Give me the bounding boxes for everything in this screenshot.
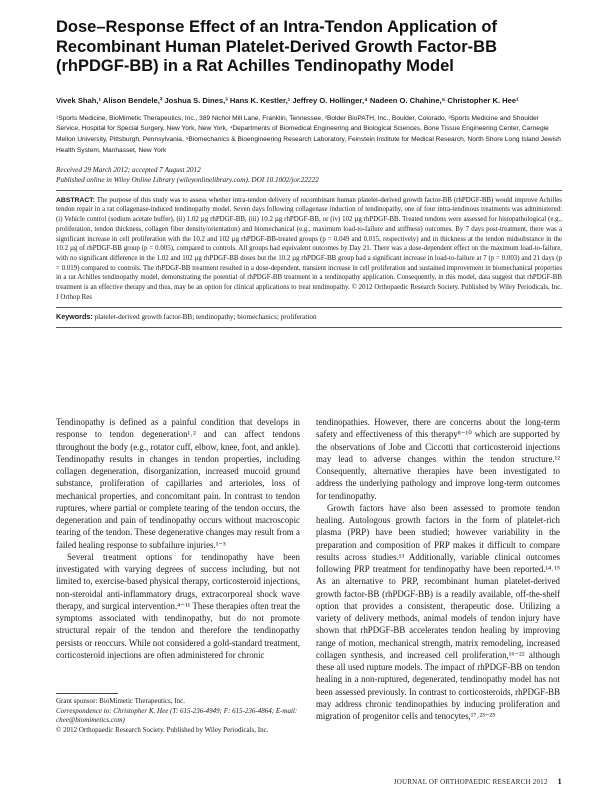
paragraph: tendinopathies. However, there are concerns about the long-term safety and effectiveness of this therapy⁸⁻¹⁰ which are supported by the observations of Jobe and Ciccotti that corticosteroid injections may lead to adverse changes within the tendon structure.¹² Consequently, alternative therapies have been investigated to address the underlying pathology and improve long-term outcomes for tendinopathy.	[316, 417, 560, 501]
article-title: Dose–Response Effect of an Intra-Tendon Application of Recombinant Human Platelet-Derived Growth Factor-BB (rhPDGF-BB) in a Rat Achilles Tendinopathy Model	[56, 18, 497, 75]
paragraph: Growth factors have also been assessed to promote tendon healing. Autologous growth factors in the form of platelet-rich plasma (PRP) have been studied; however variability in the preparation and composition of PRP makes it difficult to compare results across studies.¹³ Additionally, variable clinical outcomes following PRP treatment for tendinopathy have been reported.¹⁴˒¹⁵ As an alternative to PRP, recombinant human platelet-derived growth factor-BB (rhPDGF-BB) is a readily available, off-the-shelf option that provides a consistent, therapeutic dose. Utilizing a variety of delivery methods, animal models of tendon injury have shown that rhPDGF-BB accelerates tendon healing by improving range of motion, mechanical strength, matrix remodeling, increased collagen synthesis, and increased cell proliferation,¹⁶⁻²² although these all used rupture models. The impact of rhPDGF-BB on tendon healing in a non-ruptured, degenerated, tendinopathy model has not been assessed previously. In contrast to corticosteroids, rhPDGF-BB may address chronic tendinopathies by inducing proliferation and migration of progenitor cells and tenocytes,¹⁷˒²³⁻²⁵	[316, 502, 560, 721]
page-number: 1	[557, 776, 562, 786]
received-dates: Received 29 March 2012; accepted 7 August 2012	[56, 165, 201, 174]
correspondence: Correspondence to: Christopher K. Hee (T: 615-236-4949; F: 615-236-4864; E-mail: chee@biomimetics.com)	[56, 706, 298, 724]
grant-sponsor: Grant sponsor: BioMimetic Therapeutics, Inc.	[56, 697, 185, 705]
abstract-label: ABSTRACT:	[56, 196, 95, 204]
keywords-label: Keywords:	[56, 312, 93, 322]
publication-info: Published online in Wiley Online Library (wileyonlinelibrary.com). DOI 10.1002/jor.22222	[56, 175, 319, 184]
journal-name: JOURNAL OF ORTHOPAEDIC RESEARCH 2012	[393, 778, 548, 786]
keywords-text: platelet-derived growth factor-BB; tendinopathy; biomechanics; proliferation	[94, 313, 317, 322]
affiliations: ¹Sports Medicine, BioMimetic Therapeutics, Inc., 389 Nichol Mill Lane, Franklin, Tennessee, ²Bolder BioPATH, Inc., Boulder, Colorado, ³Sports Medicine and Shoulder Service, Hospital for Special Surgery, New York, New York, ⁴Departments of Biomedical Engineering and Biological Sciences, Bone Tissue Engineering Center, Carnegie Mellon University, Pittsburgh, Pennsylvania, ⁵Biomechanics & Bioengineering Research Laboratory, Feinstein Institute for Medical Research, North Shore Long Island Jewish Health System, Manhasset, New York	[56, 114, 561, 154]
footnote-rule	[56, 693, 118, 694]
abstract-text: The purpose of this study was to assess whether intra-tendon delivery of recombinant human platelet-derived growth factor-BB (rhPDGF-BB) would improve Achilles tendon repair in a rat collagenase-induced tendinopathy model. Seven days following collagenase induction of tendinopathy, one of four intra-tendinous treatments was administered: (i) Vehicle control (sodium acetate buffer), (ii) 1.02 µg rhPDGF-BB, (iii) 10.2 µg rhPDGF-BB, or (iv) 102 µg rhPDGF-BB. Treated tendons were assessed for histopathological (e.g., proliferation, tendon thickness, collagen fiber density/orientation) and biomechanical (e.g., maximum load-to-failure and stiffness) outcomes. By 7 days post-treatment, there was a significant increase in cell proliferation with the 10.2 and 102 µg rhPDGF-BB-treated groups (p = 0.049 and 0.015, respectively) and in thickness at the tendon midsubstance in the 10.2 µg of rhPDGF-BB group (p = 0.005), compared to controls. All groups had equivalent outcomes by Day 21. There was a dose-dependent effect on the maximum load-to-failure, with no significant difference in the 1.02 and 102 µg rhPDGF-BB doses but the 10.2 µg rhPDGF-BB group had a significant increase in load-to-failure at 7 (p = 0.003) and 21 days (p = 0.019) compared to controls. The rhPDGF-BB treatment resulted in a dose-dependent, transient increase in cell proliferation and sustained improvement in biomechanical properties in a rat Achilles tendinopathy model, demonstrating the potential of rhPDGF-BB treatment in a tendinopathy application. Consequently, in this model, data suggest that rhPDGF-BB treatment is an effective therapy and thus, may be an option for clinical applications to treat tendinopathy. © 2012 Orthopaedic Research Society. Published by Wiley Periodicals, Inc. J Orthop Res	[56, 196, 562, 301]
paragraph: Tendinopathy is defined as a painful condition that develops in response to tendon degeneration¹˒² and can affect tendons throughout the body (e.g., rotator cuff, elbow, knee, foot, and ankle). Tendinopathy results in changes in tendon properties, including collagen degeneration, disorganization, increased mucoid ground substance, proliferation of capillaries and arterioles, loss of mechanical properties, and concomitant pain. In contrast to tendon ruptures, where partial or complete tearing of the tendon occurs, the degeneration and pain of tendinopathy occurs without macroscopic tearing of the tendon. These degenerative changes may result from a failed healing response to subfailure injuries.¹⁻³	[56, 417, 300, 550]
right-column	[316, 416, 560, 722]
left-column	[56, 416, 300, 661]
page-footer	[372, 776, 562, 786]
divider	[56, 327, 562, 328]
paragraph: Several treatment options for tendinopathy have been investigated with varying degrees of success including, but not limited to, exercise-based physical therapy, corticosteroid injections, non-steroidal anti-inflammatory drugs, extracorporeal shock wave therapy, and surgical intervention.⁴⁻¹¹ These therapies often treat the symptoms associated with tendinopathy, but do not promote structural repair of the tendon and therefore the tendinopathy persists or reoccurs. While not considered a gold-standard treatment, corticosteroid injections are often administered for chronic	[56, 551, 300, 660]
divider	[56, 190, 562, 191]
copyright: © 2012 Orthopaedic Research Society. Published by Wiley Periodicals, Inc.	[56, 725, 269, 734]
author-list: Vivek Shah,¹ Alison Bendele,² Joshua S. Dines,³ Hans K. Kestler,¹ Jeffrey O. Hollinger,⁴ Nadeen O. Chahine,⁵ Christopher K. Hee¹	[56, 95, 519, 105]
abstract	[56, 196, 562, 303]
keywords	[56, 312, 562, 322]
footnotes	[56, 693, 300, 735]
divider	[56, 307, 562, 308]
article-header	[56, 18, 562, 332]
